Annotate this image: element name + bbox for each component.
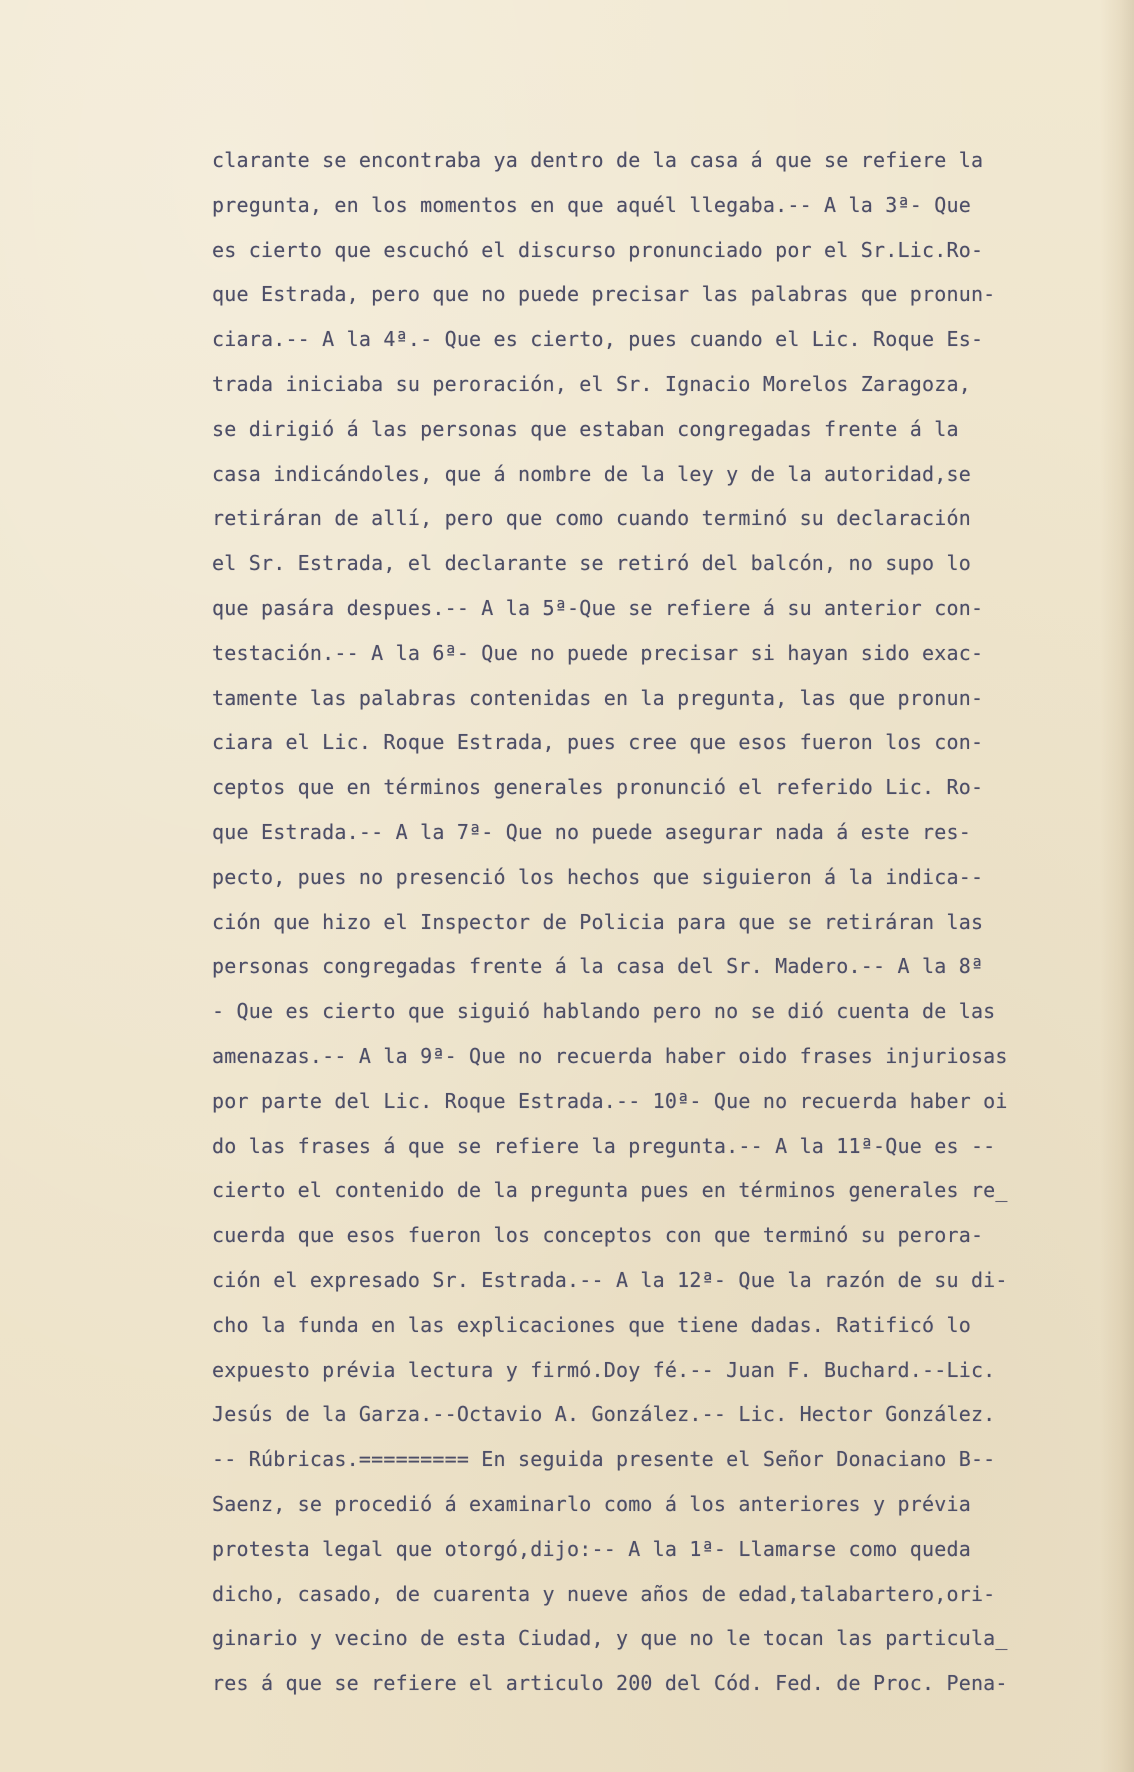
text-line: clarante se encontraba ya dentro de la casa á que se refiere la [212, 148, 984, 172]
text-line: que Estrada.-- A la 7ª- Que no puede asegurar nada á este res- [212, 819, 971, 844]
text-line: do las frases á que se refiere la pregunta.-- A la 11ª-Que es -- [212, 1133, 996, 1158]
text-line: expuesto prévia lectura y firmó.Doy fé.-- Juan F. Buchard.--Lic. [212, 1357, 996, 1382]
text-line: ciara.-- A la 4ª.- Que es cierto, pues cuando el Lic. Roque Es- [212, 327, 984, 352]
typewritten-text [212, 138, 1092, 1706]
text-line: el Sr. Estrada, el declarante se retiró del balcón, no supo lo [212, 551, 971, 576]
text-line: -- Rúbricas.========= En seguida presente el Señor Donaciano B-- [212, 1447, 996, 1472]
text-line: ción que hizo el Inspector de Policia para que se retiráran las [212, 909, 984, 934]
text-line: se dirigió á las personas que estaban congregadas frente á la [212, 416, 959, 441]
text-line: ción el expresado Sr. Estrada.-- A la 12ª- Que la razón de su di- [212, 1267, 1008, 1292]
text-line: ginario y vecino de esta Ciudad, y que no le tocan las particula_ [212, 1626, 1008, 1651]
text-line: res á que se refiere el articulo 200 del Cód. Fed. de Proc. Pena- [212, 1671, 1008, 1696]
text-line: por parte del Lic. Roque Estrada.-- 10ª- Que no recuerda haber oi [212, 1088, 1008, 1113]
text-line: cuerda que esos fueron los conceptos con que terminó su perora- [212, 1223, 984, 1248]
text-line: cierto el contenido de la pregunta pues en términos generales re_ [212, 1178, 1008, 1203]
paper-edge-shadow [1100, 0, 1134, 1772]
text-line: que pasára despues.-- A la 5ª-Que se refiere á su anterior con- [212, 595, 984, 620]
text-line: es cierto que escuchó el discurso pronunciado por el Sr.Lic.Ro- [212, 237, 984, 262]
text-line: dicho, casado, de cuarenta y nueve años de edad,talabartero,ori- [212, 1581, 996, 1606]
text-line: personas congregadas frente á la casa del Sr. Madero.-- A la 8ª [212, 954, 984, 979]
text-line: trada iniciaba su peroración, el Sr. Ignacio Morelos Zaragoza, [212, 371, 971, 396]
text-line: - Que es cierto que siguió hablando pero no se dió cuenta de las [212, 999, 996, 1024]
text-line: pregunta, en los momentos en que aquél llegaba.-- A la 3ª- Que [212, 192, 971, 217]
text-line: Jesús de la Garza.--Octavio A. González.-- Lic. Hector González. [212, 1402, 996, 1427]
text-line: testación.-- A la 6ª- Que no puede precisar si hayan sido exac- [212, 640, 984, 665]
text-line: casa indicándoles, que á nombre de la ley y de la autoridad,se [212, 461, 971, 486]
text-line: retiráran de allí, pero que como cuando terminó su declaración [212, 506, 971, 531]
text-line: amenazas.-- A la 9ª- Que no recuerda haber oido frases injuriosas [212, 1043, 1008, 1068]
text-line: ciara el Lic. Roque Estrada, pues cree que esos fueron los con- [212, 730, 984, 755]
text-line: tamente las palabras contenidas en la pregunta, las que pronun- [212, 685, 984, 710]
text-line: pecto, pues no presenció los hechos que siguieron á la indica-- [212, 864, 984, 889]
text-line: Saenz, se procedió á examinarlo como á los anteriores y prévia [212, 1491, 971, 1516]
text-line: que Estrada, pero que no puede precisar las palabras que pronun- [212, 282, 996, 307]
text-line: cho la funda en las explicaciones que tiene dadas. Ratificó lo [212, 1312, 971, 1337]
text-line: protesta legal que otorgó,dijo:-- A la 1ª- Llamarse como queda [212, 1536, 971, 1561]
text-line: ceptos que en términos generales pronunció el referido Lic. Ro- [212, 775, 984, 800]
